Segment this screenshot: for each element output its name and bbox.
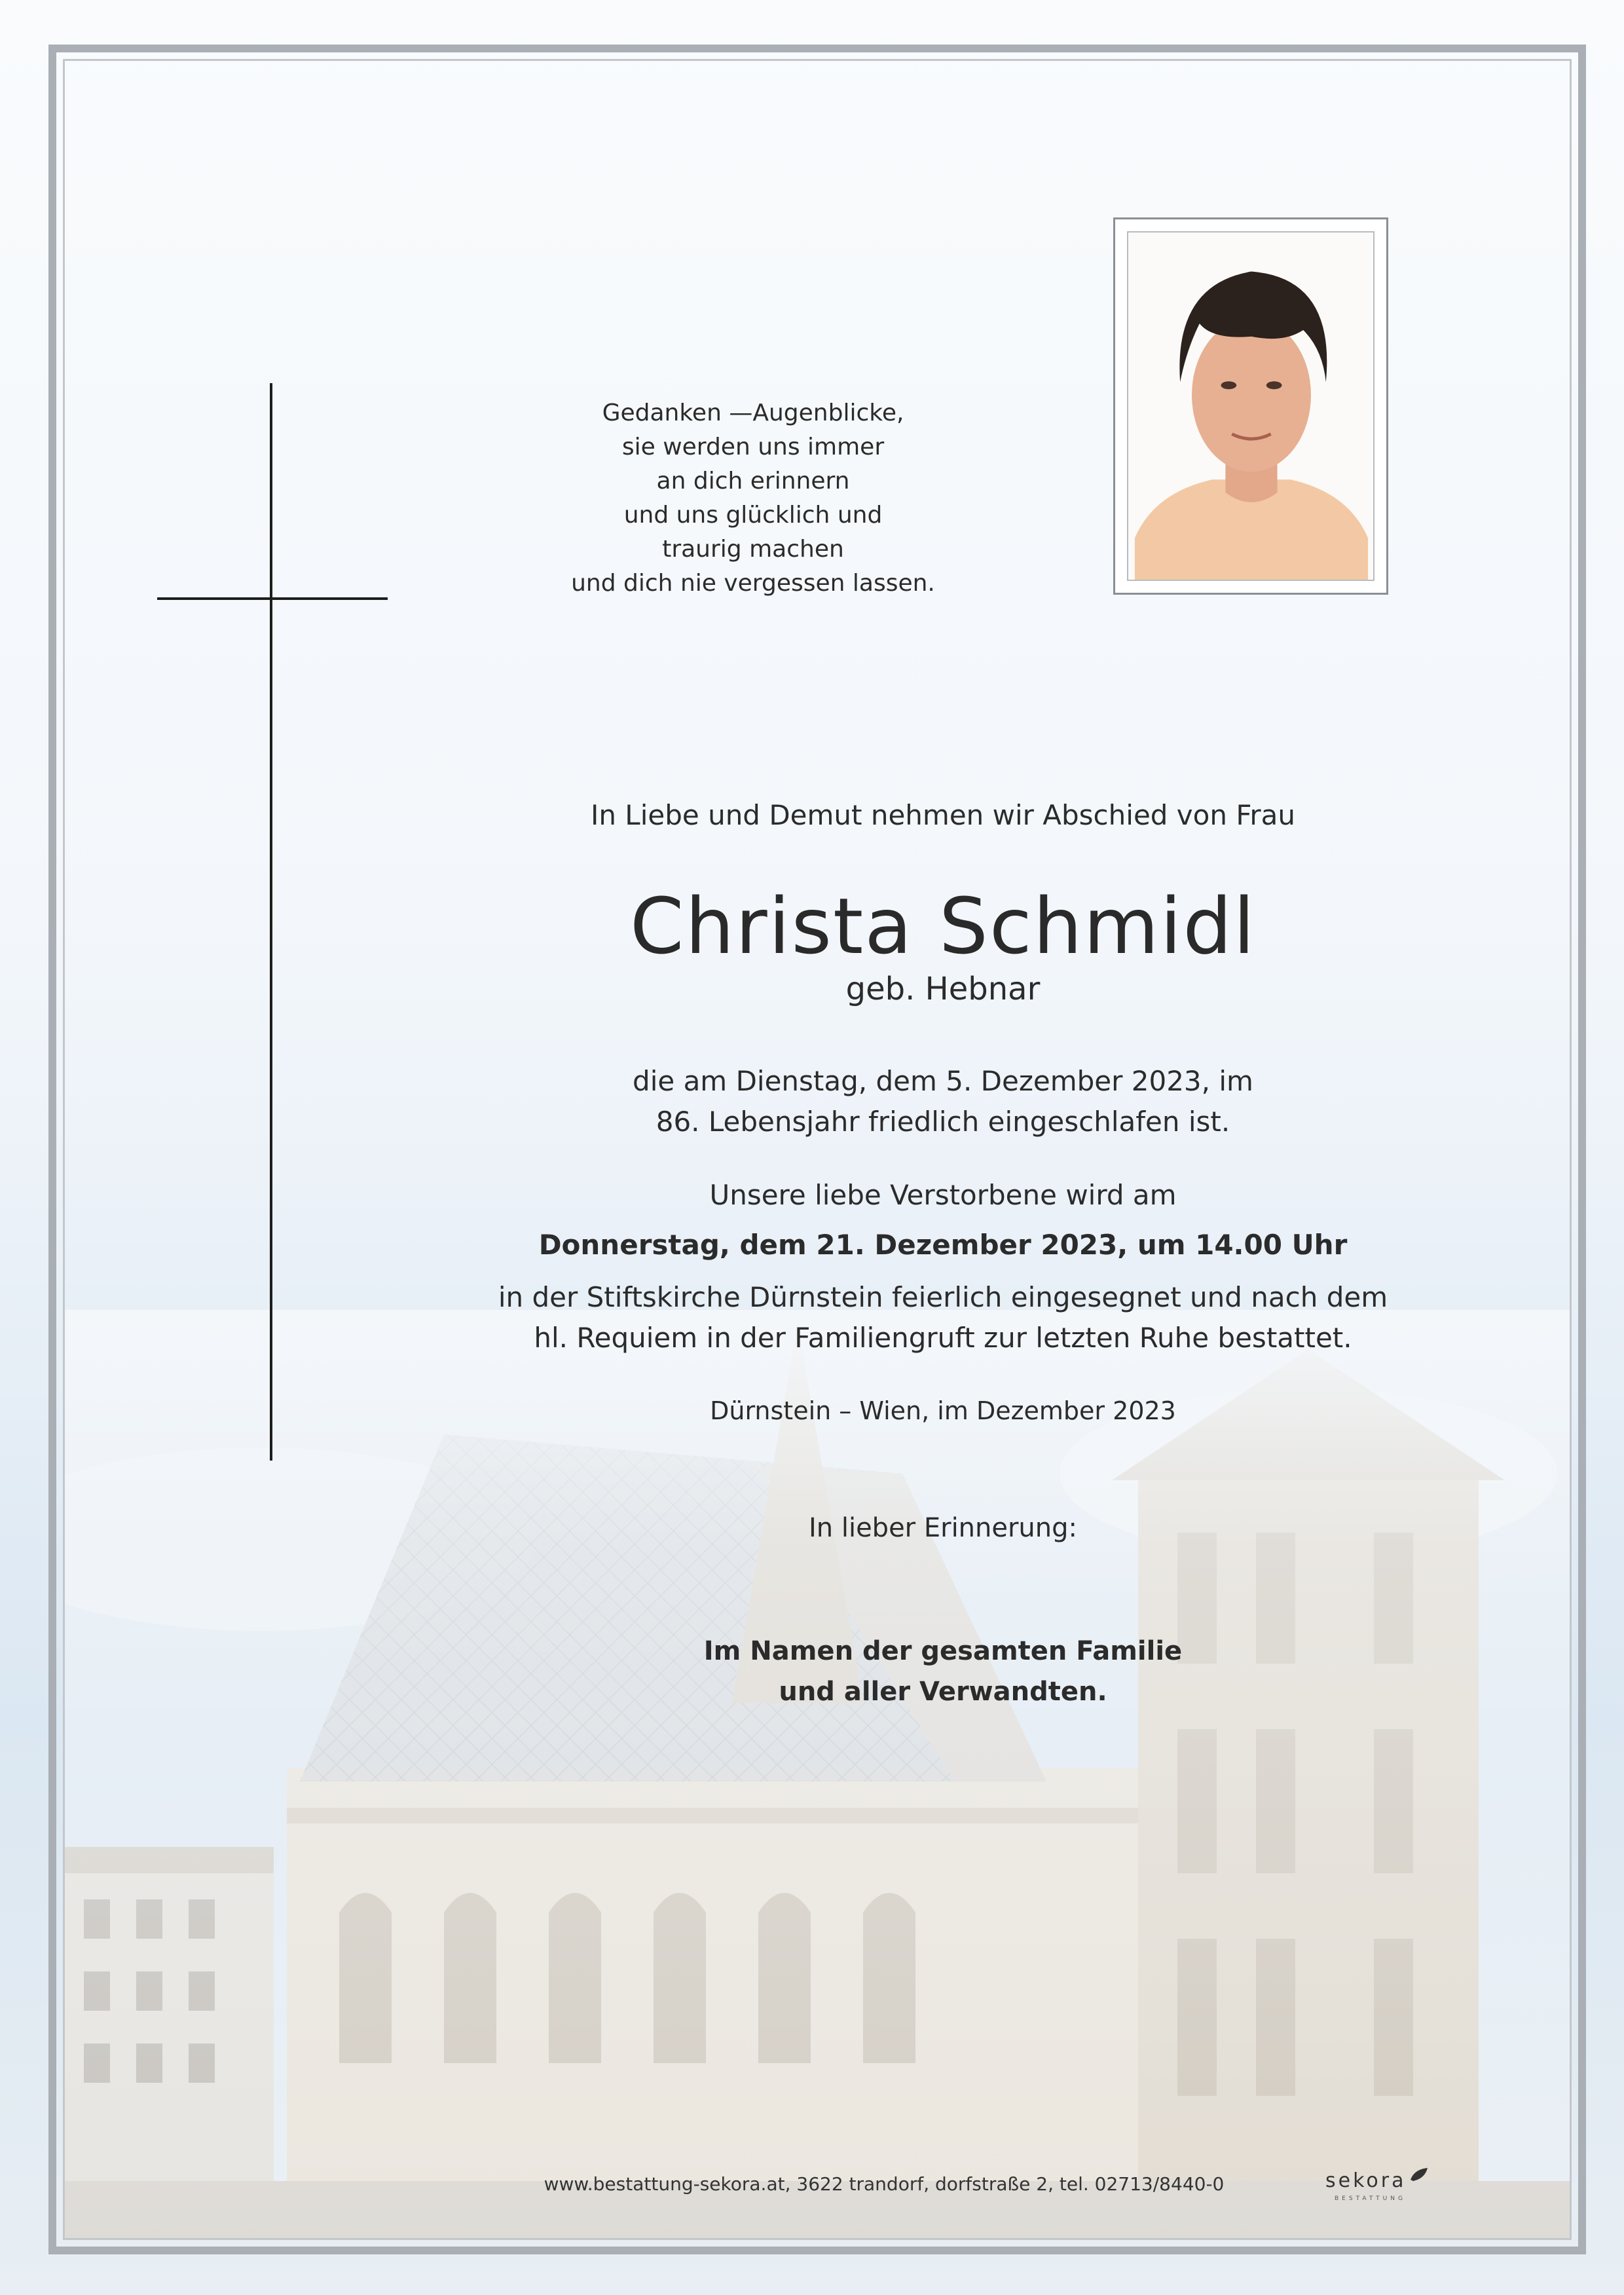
footer-contact: www.bestattung-sekora.at, 3622 trandorf, dorfstraße 2, tel. 02713/8440-0 bbox=[544, 2173, 1225, 2195]
portrait-photo-frame bbox=[1113, 217, 1388, 595]
poem-line: und dich nie vergessen lassen. bbox=[571, 570, 935, 597]
notice-intro: In Liebe und Demut nehmen wir Abschied von Frau bbox=[590, 799, 1296, 831]
memorial-poem bbox=[524, 396, 982, 601]
funeral-place bbox=[458, 1277, 1428, 1358]
deceased-name: Christa Schmidl bbox=[629, 881, 1257, 971]
family-line: Im Namen der gesamten Familie bbox=[703, 1636, 1183, 1666]
death-line: 86. Lebensjahr friedlich eingeschlafen ist. bbox=[655, 1106, 1230, 1138]
maiden-name: geb. Hebnar bbox=[845, 971, 1041, 1007]
poem-line: an dich erinnern bbox=[656, 468, 850, 494]
death-notice bbox=[458, 1061, 1428, 1142]
poem-line: traurig machen bbox=[662, 536, 844, 563]
poem-line: und uns glücklich und bbox=[623, 502, 883, 529]
memory-intro: In lieber Erinnerung: bbox=[808, 1513, 1078, 1543]
sekora-logo bbox=[1325, 2169, 1430, 2209]
poem-line: sie werden uns immer bbox=[621, 434, 885, 460]
leaf-icon bbox=[1409, 2167, 1429, 2184]
family-signature bbox=[458, 1631, 1428, 1712]
logo-text: sekora bbox=[1325, 2169, 1407, 2192]
cross-horizontal-bar bbox=[157, 597, 388, 600]
logo-subtext: BESTATTUNG bbox=[1335, 2195, 1406, 2202]
funeral-place-line: hl. Requiem in der Familiengruft zur letzten Ruhe bestattet. bbox=[534, 1322, 1352, 1354]
family-line: und aller Verwandten. bbox=[779, 1677, 1107, 1707]
portrait-photo bbox=[1127, 231, 1375, 581]
funeral-intro: Unsere liebe Verstorbene wird am bbox=[709, 1179, 1177, 1211]
funeral-date: Donnerstag, dem 21. Dezember 2023, um 14.00 Uhr bbox=[538, 1229, 1348, 1261]
place-and-date: Dürnstein – Wien, im Dezember 2023 bbox=[710, 1396, 1176, 1425]
cross-vertical-bar bbox=[270, 383, 272, 1461]
death-line: die am Dienstag, dem 5. Dezember 2023, im bbox=[633, 1065, 1253, 1097]
funeral-place-line: in der Stiftskirche Dürnstein feierlich eingesegnet und nach dem bbox=[498, 1281, 1388, 1313]
poem-line: Gedanken —Augenblicke, bbox=[602, 400, 904, 426]
